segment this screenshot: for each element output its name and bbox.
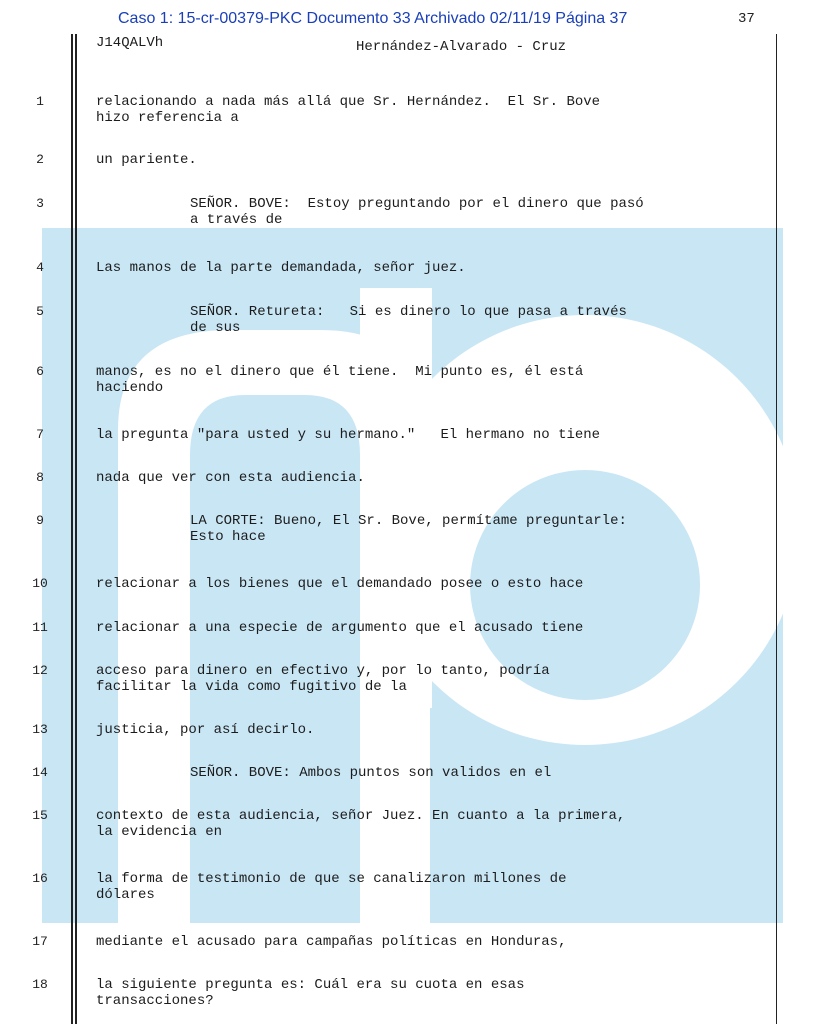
transcript-line: la forma de testimonio de que se canalizaron millones de dólares xyxy=(96,871,567,903)
line-number: 18 xyxy=(32,977,48,992)
margin-rule-left-inner xyxy=(75,34,77,1024)
page-number: 37 xyxy=(738,11,755,27)
line-number: 6 xyxy=(36,364,44,379)
transcript-line: LA CORTE: Bueno, El Sr. Bove, permítame preguntarle: Esto hace xyxy=(190,513,627,545)
line-number: 7 xyxy=(36,427,44,442)
transcript-line: manos, es no el dinero que él tiene. Mi punto es, él está haciendo xyxy=(96,364,584,396)
transcript-line: mediante el acusado para campañas políticas en Honduras, xyxy=(96,934,567,950)
line-number: 14 xyxy=(32,765,48,780)
line-number: 5 xyxy=(36,304,44,319)
transcript-line: acceso para dinero en efectivo y, por lo tanto, podría facilitar la vida como fugitivo de la xyxy=(96,663,550,695)
transcript-line: SEÑOR. BOVE: Estoy preguntando por el dinero que pasó a través de xyxy=(190,196,644,228)
line-number: 2 xyxy=(36,152,44,167)
line-number: 15 xyxy=(32,808,48,823)
line-number: 17 xyxy=(32,934,48,949)
transcript-line: un pariente. xyxy=(96,152,197,168)
line-number: 9 xyxy=(36,513,44,528)
line-number: 4 xyxy=(36,260,44,275)
transcript-line: relacionando a nada más allá que Sr. Hernández. El Sr. Bove hizo referencia a xyxy=(96,94,601,126)
transcript-line: nada que ver con esta audiencia. xyxy=(96,470,365,486)
transcript-line: justicia, por así decirlo. xyxy=(96,722,315,738)
margin-rule-left-outer xyxy=(71,34,73,1024)
line-number: 16 xyxy=(32,871,48,886)
transcript-line: SEÑOR. Retureta: Si es dinero lo que pasa a través de sus xyxy=(190,304,627,336)
transcript-line: contexto de esta audiencia, señor Juez. En cuanto a la primera, la evidencia en xyxy=(96,808,626,840)
transcript-line: SEÑOR. BOVE: Ambos puntos son validos en el xyxy=(190,765,552,781)
line-number: 1 xyxy=(36,94,44,109)
case-code: J14QALVh xyxy=(96,35,164,51)
transcript-line: relacionar a los bienes que el demandado posee o esto hace xyxy=(96,576,584,592)
line-number: 12 xyxy=(32,663,48,678)
line-number: 8 xyxy=(36,470,44,485)
line-number: 3 xyxy=(36,196,44,211)
margin-rule-right xyxy=(776,34,777,1024)
transcript-line: Las manos de la parte demandada, señor juez. xyxy=(96,260,466,276)
parties-header: Hernández-Alvarado - Cruz xyxy=(356,39,567,55)
filing-stamp: Caso 1: 15-cr-00379-PKC Documento 33 Archivado 02/11/19 Página 37 xyxy=(118,10,628,27)
line-number: 10 xyxy=(32,576,48,591)
line-number: 11 xyxy=(32,620,48,635)
line-number: 13 xyxy=(32,722,48,737)
transcript-line: la pregunta "para usted y su hermano." El hermano no tiene xyxy=(96,427,601,443)
transcript-line: la siguiente pregunta es: Cuál era su cuota en esas transacciones? xyxy=(96,977,525,1009)
transcript-line: relacionar a una especie de argumento que el acusado tiene xyxy=(96,620,584,636)
